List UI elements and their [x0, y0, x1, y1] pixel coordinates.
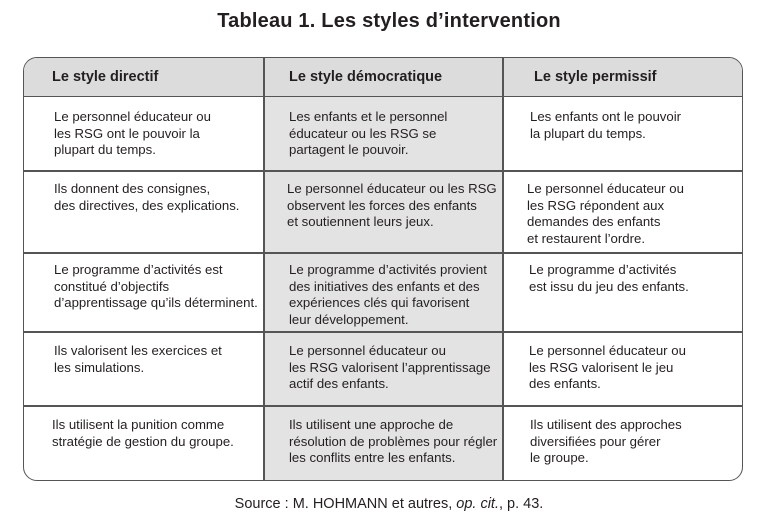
- table-title: Tableau 1. Les styles d’intervention: [217, 10, 561, 32]
- table-cell: Le personnel éducateur ou les RSG ont le pouvoir la plupart du temps.: [54, 109, 211, 157]
- table-cell: Le programme d’activités provient des initiatives des enfants et des expériences clés qui favorisent leur développement.: [289, 262, 487, 327]
- header-directif: Le style directif: [52, 69, 159, 85]
- table-cell: Le personnel éducateur ou les RSG répondent aux demandes des enfants et restaurent l’ordre.: [527, 181, 684, 246]
- row-divider: [24, 405, 742, 407]
- table-cell: Ils utilisent des approches diversifiées pour gérer le groupe.: [530, 417, 682, 465]
- comparison-table: [23, 57, 743, 481]
- table-cell: Ils donnent des consignes, des directives, des explications.: [54, 181, 240, 213]
- table-cell: Le personnel éducateur ou les RSG valorisent l’apprentissage actif des enfants.: [289, 343, 491, 391]
- source-suffix: , p. 43.: [498, 496, 544, 512]
- table-cell: Le programme d’activités est constitué d’objectifs d’apprentissage qu’ils déterminent.: [54, 262, 258, 310]
- table-cell: Le personnel éducateur ou les RSG valorisent le jeu des enfants.: [529, 343, 686, 391]
- source-prefix: Source : M. HOHMANN et autres,: [234, 496, 457, 512]
- source-citation: [0, 496, 778, 512]
- table-cell: Le programme d’activités est issu du jeu des enfants.: [529, 262, 689, 294]
- table-cell: Ils valorisent les exercices et les simulations.: [54, 343, 222, 375]
- row-divider: [24, 252, 742, 254]
- header-democratique: Le style démocratique: [289, 69, 443, 85]
- table-cell: Les enfants et le personnel éducateur ou les RSG se partagent le pouvoir.: [289, 109, 448, 157]
- table-cell: Ils utilisent une approche de résolution de problèmes pour régler les conflits entre les enfants.: [289, 417, 498, 465]
- table-cell: Le personnel éducateur ou les RSG observent les forces des enfants et soutiennent leurs jeux.: [287, 181, 497, 229]
- column-divider: [502, 58, 504, 480]
- header-permissif: Le style permissif: [534, 69, 657, 85]
- column-divider: [263, 58, 265, 480]
- source-italic: op. cit.: [456, 496, 499, 512]
- table-cell: Les enfants ont le pouvoir la plupart du temps.: [530, 109, 682, 141]
- row-divider: [24, 331, 742, 333]
- table-cell: Ils utilisent la punition comme stratégie de gestion du groupe.: [52, 417, 234, 449]
- row-divider: [24, 170, 742, 172]
